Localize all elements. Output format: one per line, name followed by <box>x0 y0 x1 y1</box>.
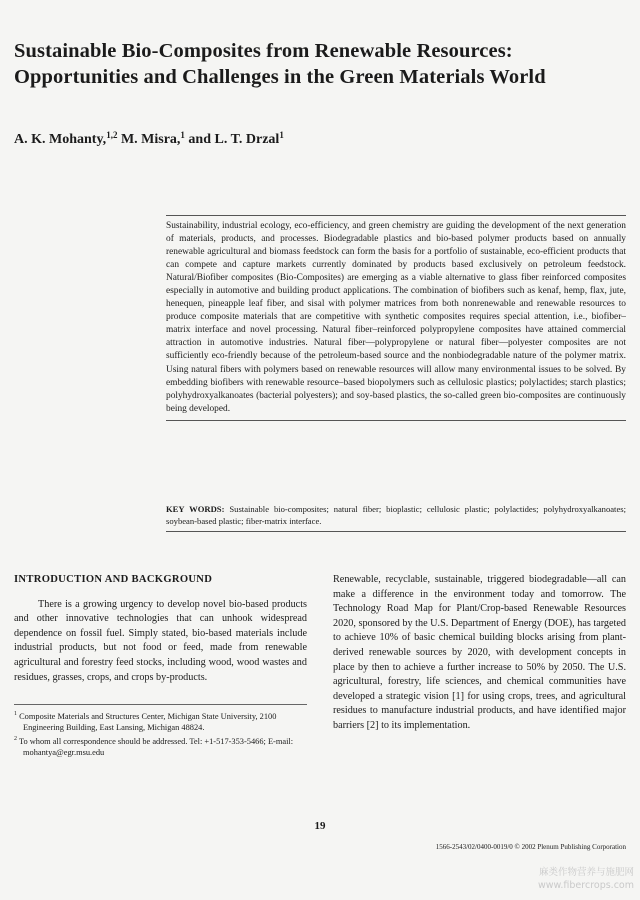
footnote-mark: 2 <box>14 736 17 743</box>
author-name: M. Misra, <box>117 132 181 147</box>
paper-title: Sustainable Bio-Composites from Renewable Resources: Opportunities and Challenges in the Green Materials World <box>14 40 546 88</box>
watermark <box>538 866 634 892</box>
author-affiliation-mark: 1 <box>180 130 185 140</box>
author-name: and L. T. Drzal <box>184 132 280 147</box>
author-line <box>14 130 284 148</box>
left-column <box>14 573 307 685</box>
body-paragraph: Renewable, recyclable, sustainable, triggered biodegradable—all can make a difference in the environment today and tomorrow. The Technology Road Map for Plant/Crop-based Renewable Resources 2020, sponsored by the U.S. Department of Energy (DOE), has targeted to achieve 10% of basic chemical building blocks arising from plant-derived renewable sources by 2020, with development concepts in place by then to achieve a further increase to 50% by 2050. The U.S. agricultural, forestry, life sciences, and chemical communities have developed a strategic vision [1] for using crops, trees, and agricultural residues to manufacture industrial products, and have identified major barriers [2] to its implementation. <box>333 574 626 731</box>
watermark-url: www.fibercrops.com <box>537 880 634 891</box>
footnote <box>14 734 307 758</box>
author-name: A. K. Mohanty, <box>14 132 107 147</box>
keywords-block <box>166 503 626 532</box>
abstract-block <box>166 215 626 421</box>
keywords-label: KEY WORDS: <box>166 504 225 514</box>
author-affiliation-mark: 1 <box>279 130 284 140</box>
author-affiliation-mark: 1,2 <box>106 130 118 140</box>
issn-line: 1566-2543/02/0400-0019/0 © 2002 Plenum Publishing Corporation <box>435 843 626 851</box>
right-column <box>333 573 626 734</box>
page-number: 19 <box>314 820 326 832</box>
watermark-line: 麻类作物营养与施肥网 <box>538 867 634 878</box>
body-paragraph: There is a growing urgency to develop novel bio-based products and other innovative technologies that can unhook widespread dependence on fossil fuel. Simply stated, bio-based materials include industrial products, but not food or feed, made from renewable agricultural and forestry feed stocks, including wood, wood wastes and residues, grasses, crops, and crops by-products. <box>14 598 307 683</box>
footnote <box>14 709 307 733</box>
footnote-text: To whom all correspondence should be addressed. Tel: +1-517-353-5466; E-mail: mohantya@egr.msu.edu <box>17 737 294 758</box>
footnote-text: Composite Materials and Structures Center, Michigan State University, 2100 Engineering Building, East Lansing, Michigan 48824. <box>17 711 277 732</box>
abstract-text: Sustainability, industrial ecology, eco-efficiency, and green chemistry are guiding the development of the next generation of materials, products, and processes. Biodegradable plastics and bio-based polymer products based on annually renewable agricultural and biomass feedstock can form the basis for a portfolio of sustainable, eco-efficient products that can compete and capture markets currently dominated by products based exclusively on petroleum feedstock. Natural/Biofiber composites (Bio-Composites) are emerging as a viable alternative to glass fiber reinforced composites especially in automotive and building product applications. The combination of biofibers such as kenaf, hemp, flax, jute, henequen, pineapple leaf fiber, and sisal with polymer matrices from both nonrenewable and renewable resources to produce composite materials that are competitive with synthetic composites requires special attention, i.e., biofiber–matrix interface and novel processing. Natural fiber–reinforced polypropylene composites have attained commercial attraction in automotive industries. Natural fiber—polypropylene or natural fiber—polyester composites are not sufficiently eco-friendly because of the petroleum-based source and the nonbiodegradable nature of the polymer matrix. Using natural fibers with polymers based on renewable resources will allow many environmental issues to be solved. By embedding biofibers with renewable resource–based biopolymers such as cellulosic plastics; polylactides; starch plastics; polyhydroxyalkanoates (bacterial polyesters); and soy-based plastics, the so-called green bio-composites are continuously being developed. <box>166 221 626 414</box>
footnotes <box>14 704 307 759</box>
keywords-text: Sustainable bio-composites; natural fiber; bioplastic; cellulosic plastic; polylactides; polyhydroxyalkanoates; soybean-based plastic; fiber-matrix interface. <box>166 504 626 526</box>
footnote-mark: 1 <box>14 711 17 717</box>
section-heading: INTRODUCTION AND BACKGROUND <box>14 574 213 585</box>
